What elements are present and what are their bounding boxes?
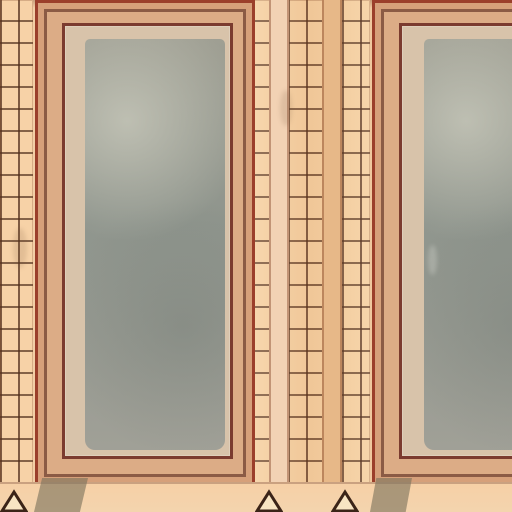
triangle-icon [331,488,359,512]
left-window-panel [35,0,255,486]
right-stile [322,0,342,486]
bottom-shadow [34,478,88,512]
left-stile [269,0,289,486]
right-glass-pane [424,39,512,450]
left-glass-pane [85,39,225,450]
right-inner-frame [399,23,512,459]
paper-stain [280,90,292,126]
paper-stain [13,228,27,268]
right-window-panel [372,0,512,486]
triangle-icon [0,488,28,512]
left-inner-frame [62,23,233,459]
paper-highlight [428,245,437,275]
bottom-shadow [370,478,412,512]
triangle-icon [255,488,283,512]
